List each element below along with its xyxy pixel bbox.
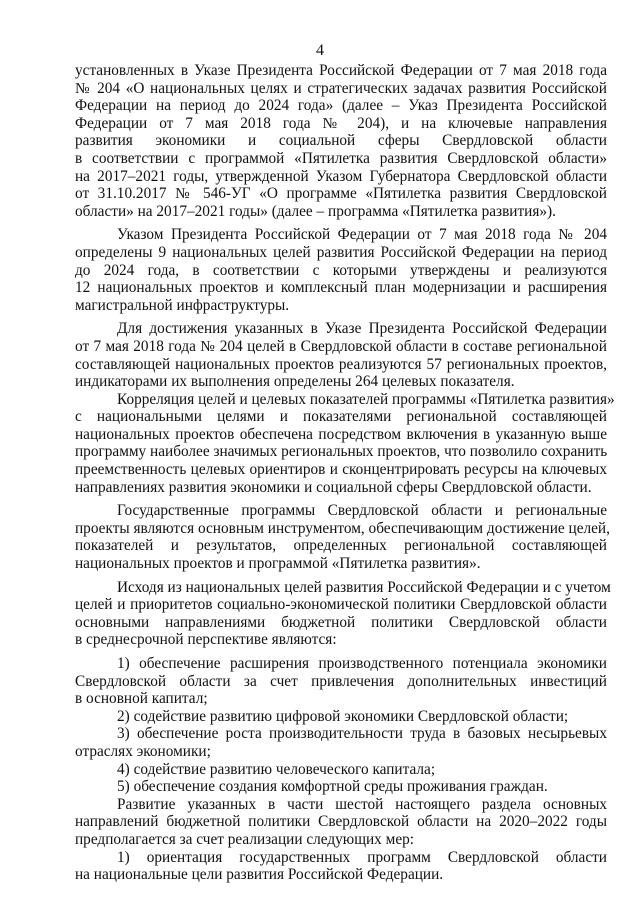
list-item-line: в основной капитал;	[75, 690, 208, 708]
paragraph-line: № 204 «О национальных целях и стратегических задачах развития Российской	[75, 79, 607, 97]
paragraph-line: с национальными целями и показателями региональной составляющей	[75, 408, 607, 426]
list-item-line: 4) содействие развитию человеческого капитала;	[117, 760, 436, 778]
paragraph-line: области» на 2017–2021 годы» (далее – программа «Пятилетка развития»).	[75, 202, 556, 220]
list-item-line: 5) обеспечение создания комфортной среды проживания граждан.	[117, 778, 548, 796]
paragraph-line: определены 9 национальных целей развития Российской Федерации на период	[75, 243, 607, 261]
paragraph-line: проекты являются основным инструментом, обеспечивающим достижение целей,	[75, 519, 610, 537]
paragraph-line: в среднесрочной перспективе являются:	[75, 631, 337, 649]
paragraph-line: Федерации на период до 2024 года» (далее – Указ Президента Российской	[75, 97, 607, 115]
list-item-line: на национальные цели развития Российской Федерации.	[75, 866, 444, 884]
paragraph-line: развития экономики и социальной сферы Свердловской области	[75, 132, 607, 150]
list-item-line: отраслях экономики;	[75, 742, 211, 760]
paragraph-line: на 2017–2021 годы, утвержденной Указом Губернатора Свердловской области	[75, 167, 607, 185]
paragraph-line: направлений бюджетной политики Свердловской области на 2020–2022 годы	[75, 813, 607, 831]
paragraph-line: Государственные программы Свердловской области и региональные	[117, 502, 607, 520]
document-body	[75, 62, 615, 884]
paragraph-line: Корреляция целей и целевых показателей программы «Пятилетка развития»	[117, 390, 615, 408]
paragraph-line: программу наиболее значимых региональных проектов, что позволило сохранить	[75, 443, 608, 461]
paragraph-line: в соответствии с программой «Пятилетка развития Свердловской области»	[75, 149, 607, 167]
paragraph-line: индикаторами их выполнения определены 264 целевых показателя.	[75, 373, 515, 391]
paragraph-line: 12 национальных проектов и комплексный план модернизации и расширения	[75, 279, 607, 297]
list-item-line: 2) содействие развитию цифровой экономики Свердловской области;	[117, 707, 569, 725]
paragraph-line: до 2024 года, в соответствии с которыми утверждены и реализуются	[75, 261, 607, 279]
paragraph-line: национальных проектов обеспечена посредством включения в указанную выше	[75, 425, 607, 443]
paragraph-line: магистральной инфраструктуры.	[75, 296, 290, 314]
list-item-line: 1) обеспечение расширения производственного потенциала экономики	[117, 655, 607, 672]
paragraph-line: национальных проектов и программой «Пятилетка развития».	[75, 555, 481, 573]
paragraph-line: Федерации от 7 мая 2018 года № 204), и на ключевые направления	[75, 114, 607, 132]
paragraph-line: направлениях развития экономики и социальной сферы Свердловской области.	[75, 478, 592, 496]
paragraph-line: Указом Президента Российской Федерации от 7 мая 2018 года № 204	[117, 226, 607, 244]
paragraph-line: составляющей национальных проектов реализуются 57 региональных проектов,	[75, 355, 607, 373]
page-number: 4	[316, 42, 324, 59]
list-item-line: 1) ориентация государственных программ Свердловской области	[117, 848, 607, 866]
list-item-line: Свердловской области за счет привлечения дополнительных инвестиций	[75, 672, 607, 690]
paragraph-line: показателей и результатов, определенных региональной составляющей	[75, 537, 607, 555]
paragraph-line: преемственность целевых ориентиров и сконцентрировать ресурсы на ключевых	[75, 461, 607, 479]
paragraph-line: Исходя из национальных целей развития Российской Федерации и с учетом	[117, 578, 611, 596]
paragraph-line: от 31.10.2017 № 546-УГ «О программе «Пятилетка развития Свердловской	[75, 185, 607, 203]
paragraph-line: основными направлениями бюджетной политики Свердловской области	[75, 613, 607, 631]
paragraph-line: целей и приоритетов социально-экономической политики Свердловской области	[75, 596, 607, 614]
paragraph-line: установленных в Указе Президента Российской Федерации от 7 мая 2018 года	[75, 62, 607, 79]
paragraph-line: от 7 мая 2018 года № 204 целей в Свердловской области в составе региональной	[75, 337, 607, 355]
paragraph-line: Развитие указанных в части шестой настоящего раздела основных	[117, 795, 607, 813]
list-item-line: 3) обеспечение роста производительности труда в базовых несырьевых	[117, 725, 607, 743]
paragraph-line: предполагается за счет реализации следующих мер:	[75, 830, 415, 848]
paragraph-line: Для достижения указанных в Указе Президента Российской Федерации	[117, 320, 607, 338]
